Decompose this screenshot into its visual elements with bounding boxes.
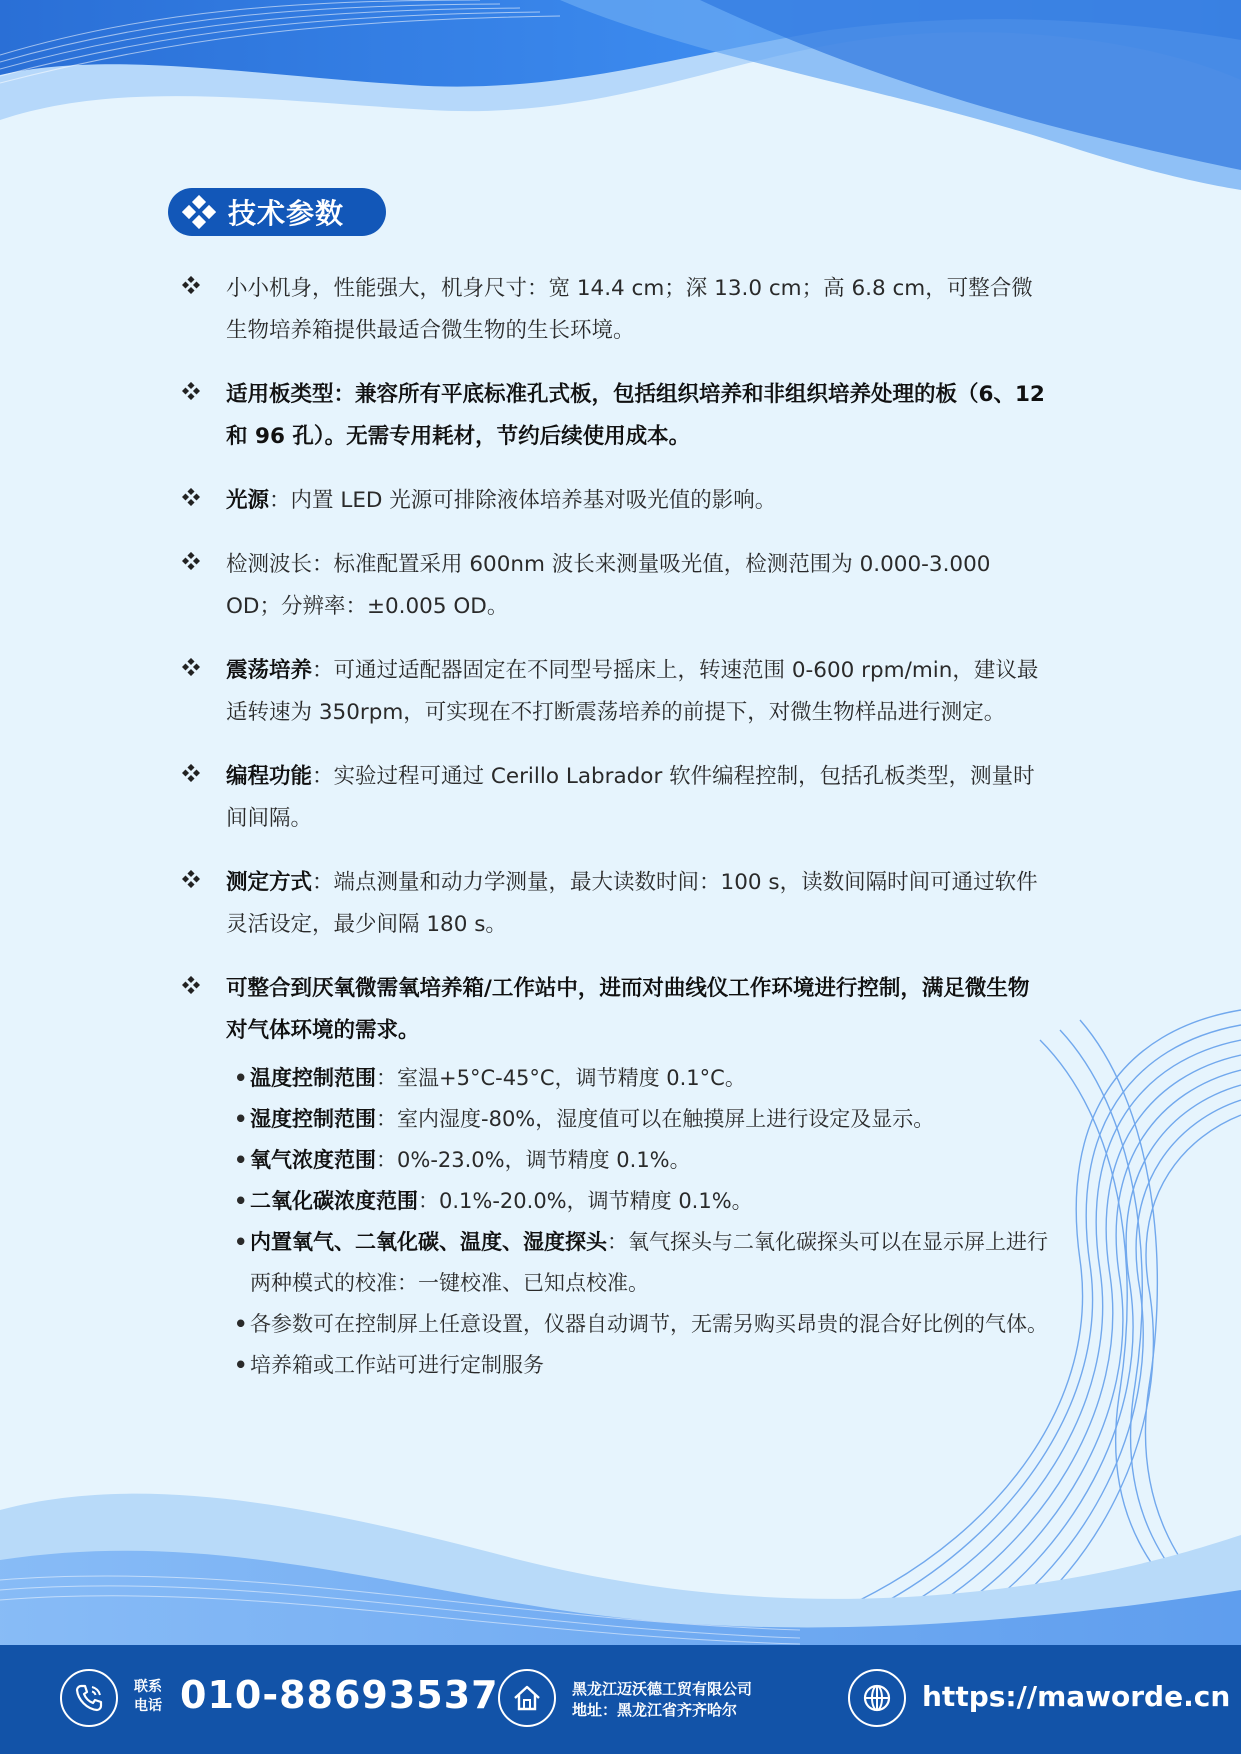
- spec-item: [182, 862, 1052, 946]
- diamond-bullet-icon: [182, 756, 226, 840]
- company-name: 黑龙江迈沃德工贸有限公司: [572, 1680, 753, 1698]
- sub-item: [234, 1099, 1054, 1140]
- sub-text: 各参数可在控制屏上任意设置，仪器自动调节，无需另购买昂贵的混合好比例的气体。: [250, 1312, 1048, 1336]
- sub-item: [234, 1304, 1054, 1345]
- sub-item: [234, 1058, 1054, 1099]
- sub-label: 湿度控制范围: [250, 1107, 376, 1131]
- spec-text: 可整合到厌氧微需氧培养箱/工作站中，进而对曲线仪工作环境进行控制，满足微生物对气体环境的需求。: [226, 976, 1030, 1043]
- spec-item: [182, 968, 1052, 1052]
- home-icon: [498, 1669, 556, 1727]
- dot-bullet-icon: •: [234, 1107, 248, 1131]
- phone-number[interactable]: 010-88693537: [180, 1673, 499, 1717]
- sub-item: [234, 1222, 1054, 1304]
- company-address: 地址：黑龙江省齐齐哈尔: [572, 1701, 738, 1719]
- sub-label: 氧气浓度范围: [250, 1148, 376, 1172]
- sub-item: [234, 1181, 1054, 1222]
- diamond-bullet-icon: [182, 268, 226, 352]
- sub-item: [234, 1345, 1054, 1386]
- diamond-cluster-icon: [182, 195, 216, 229]
- sub-label: 内置氧气、二氧化碳、温度、湿度探头: [250, 1230, 607, 1254]
- spec-item: [182, 480, 1052, 522]
- dot-bullet-icon: •: [234, 1353, 248, 1377]
- diamond-bullet-icon: [182, 862, 226, 946]
- spec-item: [182, 756, 1052, 840]
- diamond-bullet-icon: [182, 374, 226, 458]
- sub-text: ：室内湿度-80%，湿度值可以在触摸屏上进行设定及显示。: [376, 1107, 935, 1131]
- sub-text: ：0.1%-20.0%，调节精度 0.1%。: [418, 1189, 753, 1213]
- phone-icon: [60, 1669, 118, 1727]
- spec-text: ：实验过程可通过 Cerillo Labrador 软件编程控制，包括孔板类型，测量时间间隔。: [226, 764, 1035, 831]
- website-link[interactable]: https://maworde.cn: [922, 1680, 1231, 1713]
- sub-label: 二氧化碳浓度范围: [250, 1189, 418, 1213]
- sub-item: [234, 1140, 1054, 1181]
- footer-bar: [0, 1645, 1241, 1754]
- sub-text: ：室温+5°C-45°C，调节精度 0.1°C。: [376, 1066, 746, 1090]
- spec-text: ：端点测量和动力学测量，最大读数时间：100 s，读数间隔时间可通过软件灵活设定，最少间隔 180 s。: [226, 870, 1038, 937]
- spec-text: 适用板类型：兼容所有平底标准孔式板，包括组织培养和非组织培养处理的板（6、12 和 96 孔）。无需专用耗材，节约后续使用成本。: [226, 382, 1045, 449]
- contact-label-2: 电话: [134, 1698, 162, 1714]
- dot-bullet-icon: •: [234, 1189, 248, 1213]
- spec-list: [182, 268, 1052, 1074]
- spec-label: 光源: [226, 488, 270, 513]
- section-title: 技术参数: [228, 197, 345, 230]
- spec-item: [182, 268, 1052, 352]
- diamond-bullet-icon: [182, 650, 226, 734]
- spec-text: ：可通过适配器固定在不同型号摇床上，转速范围 0-600 rpm/min，建议最适转速为 350rpm，可实现在不打断震荡培养的前提下，对微生物样品进行测定。: [226, 658, 1039, 725]
- spec-label: 编程功能: [226, 764, 313, 789]
- dot-bullet-icon: •: [234, 1148, 248, 1172]
- dot-bullet-icon: •: [234, 1066, 248, 1090]
- dot-bullet-icon: •: [234, 1312, 248, 1336]
- spec-label: 测定方式: [226, 870, 313, 895]
- contact-label-1: 联系: [134, 1679, 162, 1695]
- spec-item: [182, 374, 1052, 458]
- spec-label: 震荡培养: [226, 658, 313, 683]
- section-header-badge: [168, 188, 386, 236]
- sub-label: 温度控制范围: [250, 1066, 376, 1090]
- spec-item: [182, 544, 1052, 628]
- spec-text: 检测波长：标准配置采用 600nm 波长来测量吸光值，检测范围为 0.000-3.000 OD；分辨率：±0.005 OD。: [226, 552, 991, 619]
- dot-bullet-icon: •: [234, 1230, 248, 1254]
- diamond-bullet-icon: [182, 968, 226, 1052]
- diamond-bullet-icon: [182, 480, 226, 522]
- spec-text: ：内置 LED 光源可排除液体培养基对吸光值的影响。: [269, 488, 777, 513]
- diamond-bullet-icon: [182, 544, 226, 628]
- sub-text: 培养箱或工作站可进行定制服务: [250, 1353, 544, 1377]
- sub-spec-list: [234, 1058, 1054, 1386]
- sub-text: ：0%-23.0%，调节精度 0.1%。: [376, 1148, 691, 1172]
- spec-text: 小小机身，性能强大，机身尺寸：宽 14.4 cm；深 13.0 cm；高 6.8 cm，可整合微生物培养箱提供最适合微生物的生长环境。: [226, 276, 1033, 343]
- spec-item: [182, 650, 1052, 734]
- globe-icon: [848, 1669, 906, 1727]
- sub-text: ：氧气探头与二氧化碳探头可以在显示屏上进行两种模式的校准：一键校准、已知点校准。: [250, 1230, 1048, 1295]
